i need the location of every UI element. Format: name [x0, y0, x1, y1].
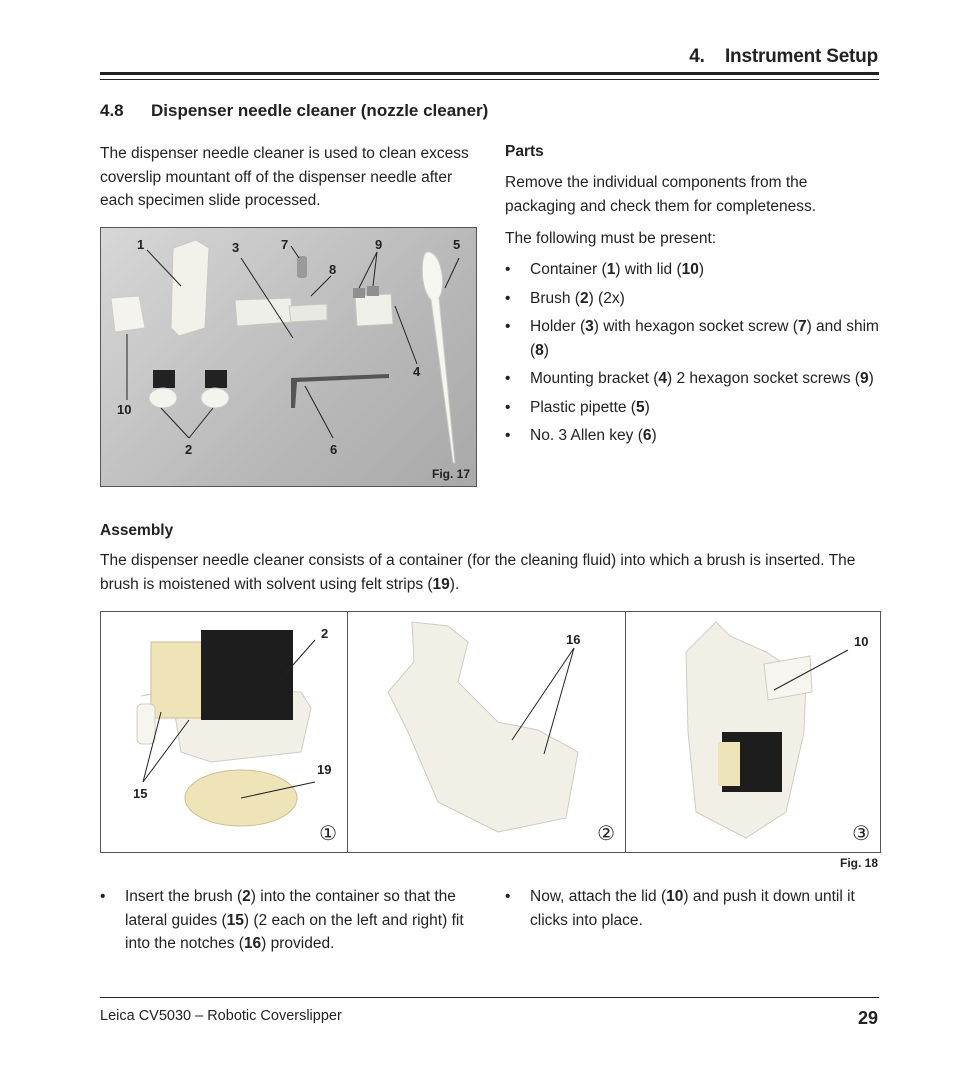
- lid-part: [111, 296, 145, 332]
- reference-number: 8: [535, 341, 544, 359]
- parts-photo-illustration: [101, 228, 476, 486]
- figure-18-panel-3: [626, 612, 880, 852]
- fig17-callout-4: 4: [413, 364, 421, 379]
- step-number-1: ①: [319, 823, 337, 845]
- reference-number: 2: [579, 289, 589, 307]
- parts-list: [505, 258, 881, 453]
- section-heading: [100, 101, 488, 121]
- fig17-callout-2: 2: [185, 442, 193, 457]
- footer-rule: [100, 997, 879, 998]
- list-item: • Plastic pipette (5): [505, 396, 881, 420]
- header-rule-thick: [100, 72, 879, 75]
- container-part: [171, 240, 209, 336]
- fig17-callout-8: 8: [329, 262, 337, 277]
- list-item: • Brush (2) (2x): [505, 287, 881, 311]
- figure-17-photo: [100, 227, 477, 487]
- holder-part: [235, 298, 293, 326]
- list-item: • Insert the brush (2) into the container so that the lateral guides (15) (2 each on the left and right) fit into the notches (16) provided.: [100, 885, 480, 956]
- list-item: • Mounting bracket (4) 2 hexagon socket screws (9): [505, 367, 881, 391]
- shim-part: [289, 304, 327, 322]
- brush-a-base: [149, 388, 177, 408]
- reference-number: 16: [243, 935, 262, 952]
- screw-9a: [353, 288, 365, 298]
- bracket-part: [355, 294, 393, 326]
- fig18-callout-2: 2: [321, 626, 329, 641]
- screw-7: [297, 256, 307, 278]
- fig18-callout-16: 16: [566, 632, 581, 647]
- lateral-guide: [137, 704, 155, 744]
- brush-insert-illustration: [101, 612, 347, 852]
- reference-number: 10: [681, 261, 699, 278]
- brush-bristles: [201, 630, 293, 720]
- fig18-callout-15: 15: [133, 786, 148, 801]
- header-rule-thin: [100, 79, 879, 80]
- lid-attach-illustration: [626, 612, 880, 852]
- allen-key-part: [291, 374, 389, 408]
- step-list-left: [100, 885, 480, 956]
- parts-instruction: Remove the individual components from the packaging and check them for completeness.: [505, 174, 817, 215]
- figure-18-label: Fig. 18: [839, 856, 878, 870]
- brush-b-bristles: [205, 370, 227, 388]
- step-number-3: ③: [852, 823, 870, 845]
- step-number-2: ②: [597, 823, 615, 845]
- reference-number: 1: [606, 261, 616, 278]
- container-notch-illustration: [348, 612, 625, 852]
- fig17-callout-7: 7: [281, 237, 289, 252]
- figure-18: [100, 611, 881, 853]
- figure-18-panel-1: [101, 612, 348, 852]
- fig18-callout-10: 10: [854, 634, 869, 649]
- chapter-title: 4. Instrument Setup: [689, 46, 878, 67]
- assembly-paragraph: The dispenser needle cleaner consists of a container (for the cleaning fluid) into which a brush is inserted. The brush is moistened with solvent using felt strips (19).: [100, 552, 856, 593]
- parts-list-intro: The following must be present:: [505, 230, 717, 247]
- pipette-part: [422, 252, 455, 463]
- inserted-felt: [718, 742, 740, 786]
- reference-number: 6: [642, 427, 652, 444]
- section-number: 4.8: [100, 101, 124, 120]
- reference-number: 4: [658, 370, 667, 387]
- fig17-callout-3: 3: [232, 240, 240, 255]
- reference-number: 2: [242, 888, 251, 905]
- list-item: • Now, attach the lid (10) and push it down until it clicks into place.: [505, 885, 881, 932]
- brush-a-bristles: [153, 370, 175, 388]
- empty-container: [388, 622, 581, 832]
- fig17-callout-6: 6: [330, 442, 338, 457]
- reference-number: 3: [585, 318, 594, 335]
- reference-number: 7: [797, 318, 807, 335]
- screw-9b: [367, 286, 379, 296]
- figure-17-label: Fig. 17: [431, 467, 470, 481]
- list-item: • No. 3 Allen key (6): [505, 424, 881, 448]
- brush-b-base: [201, 388, 229, 408]
- fig17-callout-10: 10: [117, 402, 132, 417]
- assembled-container: [686, 622, 806, 838]
- attached-lid: [764, 656, 812, 700]
- reference-number: 19: [432, 575, 450, 593]
- reference-number: 10: [666, 888, 684, 905]
- fig18-callout-19: 19: [317, 762, 332, 777]
- intro-paragraph: The dispenser needle cleaner is used to clean excess coverslip mountant off of the dispenser needle after each specimen slide processed.: [100, 145, 469, 209]
- figure-18-panel-2: [348, 612, 626, 852]
- reference-number: 5: [635, 398, 645, 416]
- page-number: 29: [857, 1008, 878, 1028]
- footer-document-title: Leica CV5030 – Robotic Coverslipper: [100, 1008, 342, 1024]
- section-title: Dispenser needle cleaner (nozzle cleaner): [151, 101, 489, 120]
- assembly-heading: Assembly: [100, 522, 174, 539]
- step-list-right: [505, 885, 881, 932]
- parts-heading: Parts: [505, 143, 544, 160]
- fig17-callout-1: 1: [137, 237, 145, 252]
- fig17-callout-5: 5: [453, 237, 461, 252]
- fig17-callout-9: 9: [375, 237, 383, 252]
- list-item: • Holder (3) with hexagon socket screw (7) and shim (8): [505, 315, 881, 362]
- reference-number: 9: [859, 370, 869, 387]
- reference-number: 15: [226, 911, 244, 929]
- list-item: • Container (1) with lid (10): [505, 258, 881, 282]
